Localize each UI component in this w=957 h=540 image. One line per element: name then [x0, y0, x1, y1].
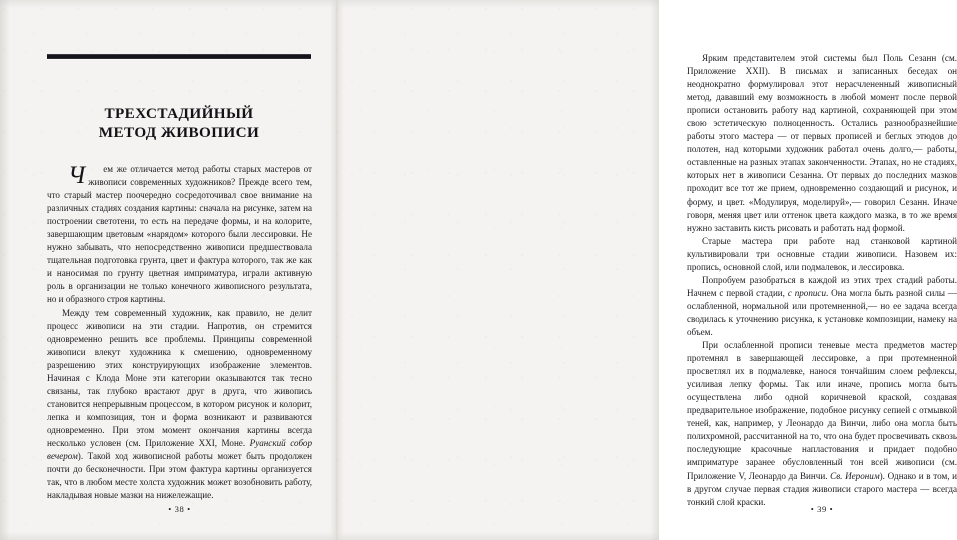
artwork-title-st-jerome: Св. Иероним — [830, 470, 880, 481]
paragraph-2-seg-3: ). Такой ход живописной работы может быть продолжен почти до бесконечности. При этом фактура картины организуется так, что в любом месте холста художник может возобновить работу, накладывая новые мазки на нижележащие. — [47, 451, 312, 501]
artwork-title-ruan-cathedral: Руанский собор вечером — [47, 437, 313, 462]
paragraph-6-seg-1: При ослабленной прописи теневые места предметов мастер протемнял в завершающей лессировке, а при протемненной просветлял их в подмалевке, нанося тончайшим слоем рефлексы, усиливая лепку формы. Так или иначе, пропись могла быть осуществлена либо одной коричневой краской, создавая предварительное изображение, подобное рисунку сепией с отмывкой теней, как, например, у Леонардо да Винчи, либо она могла быть полихромной, рассчитанной на то, что она будет просвечивать сквозь последующие красочные напластования и придает подобно имприматуре заранее обусловленный тон всей живописи (см. Приложение V, Леонардо да Винчи. — [687, 340, 957, 481]
folio-left: • 38 • — [168, 504, 191, 514]
page-right — [329, 0, 957, 540]
paragraph-1-text: ем же отличается метод работы старых мастеров от живописи современных художников? Прежде всего тем, что старый мастер поочередно сосредоточивал свое внимание на различных стадиях создания картины: сначала на рисунке, затем на построении светотени, то есть на передаче формы, и на колорите, завершающим цветовым «нарядом» которого были лессировки. Не нужно забывать, что непосредственно живописи предшествовала тщательная подготовка грунта, цвет и фактура которого, так же как и наносимая по грунту цветная имприматура, играли активную роль в организации не только конечного живописного результата, но и образного строя картины. — [47, 164, 312, 305]
page-left — [0, 0, 330, 540]
paragraph-6 — [687, 339, 957, 509]
folio-right: • 39 • — [810, 504, 834, 514]
term-s-propisi: с прописи — [787, 287, 827, 298]
paragraph-3-text: Ярким представителем этой системы был Поль Сезанн (см. Приложение XXII). В письмах и записанных беседах он неоднократно формулировал этот нерасчлененный живописный метод, дававший ему возможность в любой момент после первой прописи остановить работу над картиной, сохраняющей при этом свою эстетическую полноценность. Остались разнообразнейшие работы этого мастера — от первых прописей и беглых этюдов до полотен, над которыми художник работал очень долго,— работы, оставленные на разных этапах законченности. Этапах, но не стадиях, которых нет в живописи Сезанна. От первых до последних мазков проходит все тот же прием, одновременно создающий и рисунок, и форму, и цвет. «Модулируя, моделируй»,— говорил Сезанн. Иначе говоря, меняя цвет или оттенок цвета каждого мазка, в то же время нужно заставить кисть рисовать и работать над формой. — [687, 53, 957, 233]
paragraph-5 — [687, 274, 957, 339]
paragraph-1 — [47, 163, 312, 307]
paragraph-5-seg-1: Попробуем разобраться в каждой из этих трех стадий работы. Начнем с первой стадии, — [687, 274, 957, 298]
drop-cap-letter: Ч — [68, 162, 86, 189]
paragraph-6-seg-3: ). Однако и в том, и в другом случае первая стадия живописи старого мастера — всегда тонкий слой краски. — [687, 470, 957, 507]
chapter-title — [47, 104, 311, 142]
chapter-title-line-2: МЕТОД ЖИВОПИСИ — [98, 124, 260, 141]
paragraph-4 — [687, 235, 957, 274]
left-page-body — [47, 163, 312, 502]
paragraph-3 — [687, 52, 957, 235]
paragraph-2 — [47, 307, 312, 503]
chapter-title-line-1: ТРЕХСТАДИЙНЫЙ — [104, 105, 254, 122]
paragraph-2-seg-1: Между тем современный художник, как правило, не делит процесс живописи на эти стадии. Напротив, он стремится одновременно решить все проблемы. Принципы современной живописи влекут художника к смешению, одновременному разрешению этих конструирующих изображение элементов. Начиная с Клода Моне эти категории оказываются так тесно связаны, так глубоко врастают друг в друга, что живопись становится непрерывным процессом, в котором рисунок и колорит, лепка и композиция, тон и форма возникают и развиваются одновременно. При этом момент окончания картины всегда несколько условен (см. Приложение XXI, Моне. — [47, 307, 312, 448]
paragraph-4-text: Старые мастера при работе над станковой картиной культивировали три основные стадии живописи. Назовем их: пропись, основной слой, или подмалевок, и лессировка. — [687, 235, 957, 272]
paragraph-5-seg-3: . Она могла быть разной силы — ослабленной, нормальной или протемненной,— но ее задача всегда сводилась к уточнению рисунка, к установке композиции, намеку на объем. — [687, 287, 957, 337]
chapter-head-rule — [47, 54, 311, 59]
right-page-body — [687, 52, 957, 509]
